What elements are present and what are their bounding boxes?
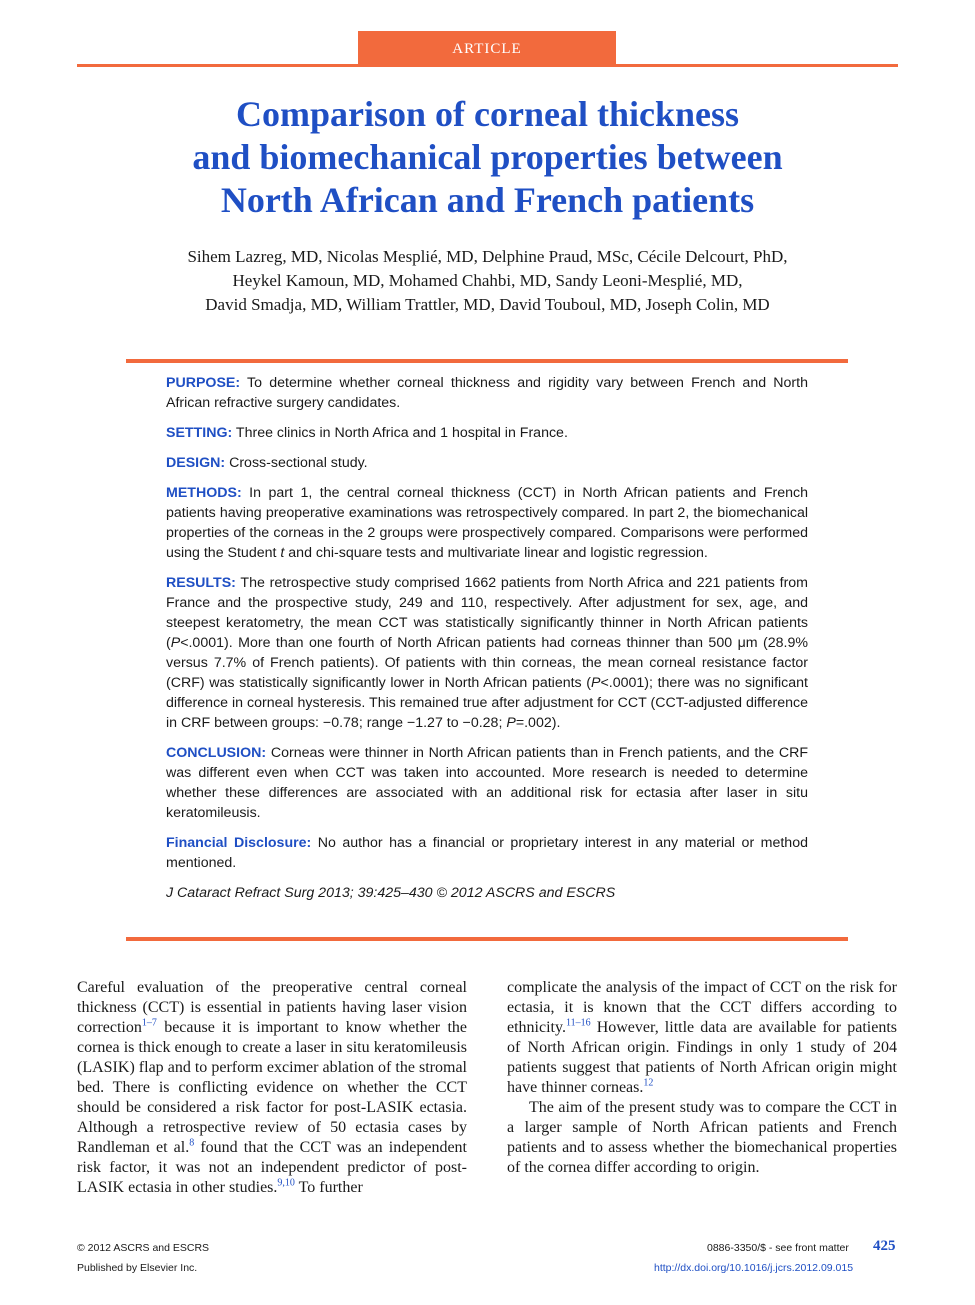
title-line: North African and French patients: [220, 180, 755, 220]
doi-link[interactable]: http://dx.doi.org/10.1016/j.jcrs.2012.09.015: [654, 1262, 854, 1274]
abstract-bottom-rule: [126, 937, 848, 941]
methods-text: and chi-square tests and multivariate linear and logistic regression.: [288, 545, 708, 561]
footer-publisher: Published by Elsevier Inc.: [77, 1262, 198, 1274]
body-paragraph: The aim of the present study was to compare the CCT in a larger sample of North African patients and French patients and to assess whether the biomechanical properties of the cornea differ according to origin.: [507, 1099, 897, 1176]
abstract-methods: [166, 483, 808, 563]
body-text: complicate the analysis of the impact of CCT on the risk for ectasia, it is known that the CCT differs according to ethnicity.: [507, 979, 897, 1036]
body-paragraph: [77, 978, 467, 1198]
reference-link[interactable]: 8: [189, 1137, 195, 1149]
body-column-left: [77, 978, 467, 1198]
disclosure-label: Financial Disclosure:: [166, 835, 312, 851]
footer-issn: 0886-3350/$ - see front matter: [707, 1242, 849, 1254]
page-number: 425: [873, 1238, 896, 1254]
author-line: Sihem Lazreg, MD, Nicolas Mesplié, MD, Delphine Praud, MSc, Cécile Delcourt, PhD,: [187, 247, 788, 266]
results-text: <.0001); there was no significant difference in corneal hysteresis. This remained true after adjustment for CCT (CCT-adjusted difference in CRF between groups: −0.78; range −1.27 to −0.28;: [166, 675, 808, 731]
body-text: To further: [294, 1179, 363, 1196]
author-list: [110, 245, 865, 317]
journal-citation: J Cataract Refract Surg 2013; 39:425–430 © 2012 ASCRS and ESCRS: [166, 885, 616, 901]
setting-label: SETTING:: [166, 425, 233, 441]
results-text: The retrospective study comprised 1662 patients from North Africa and 221 patients from France and the prospective study, 249 and 110, respectively. After adjustment for sex, age, and steepest keratometry, the mean CCT was statistically significantly thinner in North African patients (: [166, 575, 809, 651]
abstract-design: [166, 453, 808, 473]
abstract-top-rule: [126, 359, 848, 363]
body-paragraph: [507, 978, 897, 1098]
design-label: DESIGN:: [166, 455, 226, 471]
conclusion-label: CONCLUSION:: [166, 745, 267, 761]
abstract-purpose: [166, 373, 808, 413]
purpose-label: PURPOSE:: [166, 375, 241, 391]
methods-label: METHODS:: [166, 485, 242, 501]
abstract-conclusion: [166, 743, 808, 823]
results-text: <.0001). More than one fourth of North African patients had corneas thinner than 500 μm (28.9% versus 7.7% of French patients). Of patients with thin corneas, the mean corneal resistance factor (CRF) was statistically significantly lower in North African patients (: [166, 635, 808, 691]
design-text: Cross-sectional study.: [229, 455, 368, 471]
reference-link[interactable]: 1–7: [141, 1017, 157, 1029]
footer-copyright: © 2012 ASCRS and ESCRS: [77, 1242, 210, 1254]
title-line: Comparison of corneal thickness: [236, 94, 739, 134]
setting-text: Three clinics in North Africa and 1 hospital in France.: [235, 425, 568, 441]
conclusion-text: Corneas were thinner in North African patients than in French patients, and the CRF was different even when CCT was taken into accounted. More research is needed to determine whether these differences are associated with an additional risk for ectasia after laser in situ keratomileusis.: [166, 745, 808, 821]
header-rule: [77, 64, 898, 67]
article-title: [100, 93, 875, 222]
abstract-setting: [166, 423, 808, 443]
results-text: =.002).: [515, 715, 561, 731]
body-text: found that the CCT was an independent risk factor, it was not an independent predictor of post-LASIK ectasia in other studies.: [77, 1139, 467, 1196]
title-line: and biomechanical properties between: [192, 137, 783, 177]
body-text: because it is important to know whether the cornea is thick enough to create a laser in situ keratomileusis (LASIK) flap and to perform excimer ablation of the stromal bed. There is conflicting evidence on whether the CCT should be considered a risk factor for post-LASIK ectasia. Although a retrospective review of 50 ectasia cases by Randleman et al.: [77, 1019, 467, 1156]
methods-text: In part 1, the central corneal thickness (CCT) in North African patients and French patients having preoperative examinations was retrospectively compared. In part 2, the biomechanical properties of the corneas in the 2 groups were prospectively compared. Comparisons were performed using the Student: [166, 485, 808, 561]
body-text: However, little data are available for patients of North African origin. Findings in only 1 study of 204 patients suggest that patients of North African origin might have thinner corneas.: [507, 1019, 897, 1096]
results-label: RESULTS:: [166, 575, 236, 591]
disclosure-text: No author has a financial or proprietary interest in any material or method mentioned.: [166, 835, 808, 871]
abstract-disclosure: [166, 833, 808, 873]
reference-link[interactable]: 9,10: [277, 1177, 295, 1189]
article-type-tag: ARTICLE: [358, 31, 616, 65]
p-symbol: P: [170, 635, 181, 651]
reference-link[interactable]: 12: [643, 1077, 654, 1089]
p-symbol: P: [591, 675, 601, 691]
methods-t-symbol: t: [280, 545, 285, 561]
p-symbol: P: [506, 715, 516, 731]
purpose-text: To determine whether corneal thickness and rigidity vary between French and North African refractive surgery candidates.: [166, 375, 808, 411]
reference-link[interactable]: 11–16: [565, 1017, 591, 1029]
author-line: Heykel Kamoun, MD, Mohamed Chahbi, MD, Sandy Leoni-Mesplié, MD,: [232, 271, 743, 290]
body-text: Careful evaluation of the preoperative central corneal thickness (CCT) is essential in patients having laser vision correction: [77, 979, 467, 1036]
abstract: [166, 373, 808, 903]
author-line: David Smadja, MD, William Trattler, MD, David Touboul, MD, Joseph Colin, MD: [205, 295, 770, 314]
body-column-right: [507, 978, 897, 1178]
abstract-results: [166, 573, 808, 733]
